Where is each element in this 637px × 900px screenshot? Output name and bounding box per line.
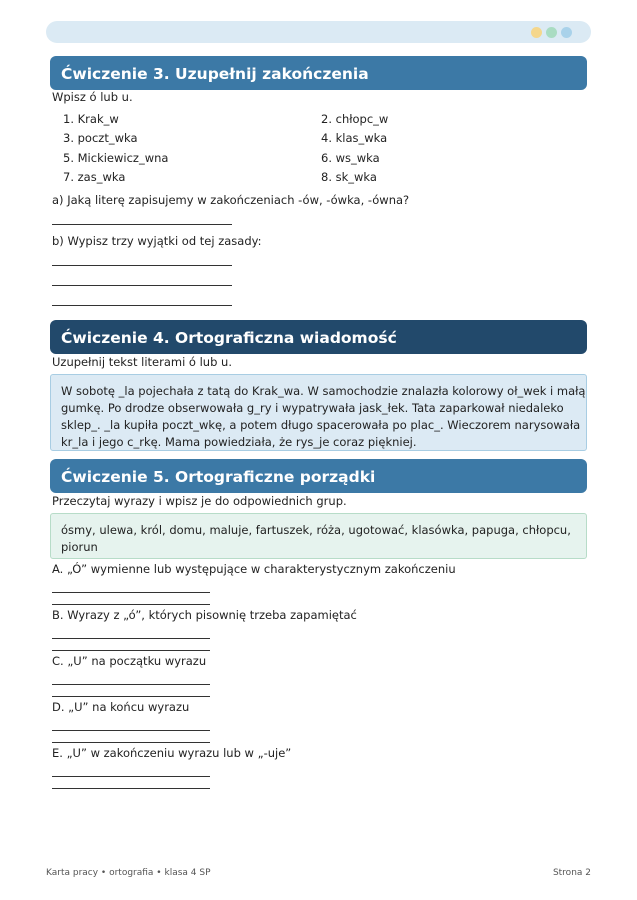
group-d-label: D. „U” na końcu wyrazu <box>52 700 190 714</box>
group-c-label: C. „U” na początku wyrazu <box>52 654 207 668</box>
answer-line[interactable] <box>52 592 210 593</box>
exercise-5-instruction: Przeczytaj wyrazy i wpisz je do odpowiednich grup. <box>52 494 347 508</box>
answer-line[interactable] <box>52 604 210 605</box>
exercise-3-item: 4. klas_wka <box>321 131 388 145</box>
exercise-5-header: Ćwiczenie 5. Ortograficzne porządki <box>50 459 587 493</box>
group-a-label: A. „Ó” wymienne lub występujące w charakterystycznym zakończeniu <box>52 562 456 576</box>
exercise-3-item: 3. poczt_wka <box>63 131 138 145</box>
word-bank-line: piorun <box>61 540 98 554</box>
answer-line[interactable] <box>52 305 232 306</box>
blue-dot <box>561 27 572 38</box>
text-line: gumkę. Po drodze obserwowała g_ry i wypatrywała jask_łek. Tata zaparkował niedaleko <box>61 401 564 415</box>
exercise-3-item: 8. sk_wka <box>321 170 377 184</box>
footer-left: Karta pracy • ortografia • klasa 4 SP <box>46 868 211 878</box>
question-a: a) Jaką literę zapisujemy w zakończeniach -ów, -ówka, -ówna? <box>52 193 410 207</box>
text-line: sklep_. _la kupiła poczt_wkę, a potem długo spacerowała po plac_. Wieczorem narysowała <box>61 418 581 432</box>
yellow-dot <box>531 27 542 38</box>
exercise-3-header: Ćwiczenie 3. Uzupełnij zakończenia <box>50 56 587 90</box>
exercise-4-header: Ćwiczenie 4. Ortograficzna wiadomość <box>50 320 587 354</box>
word-bank-line: ósmy, ulewa, król, domu, maluje, fartuszek, róża, ugotować, klasówka, papuga, chłopcu, <box>61 523 571 537</box>
text-line: kr_la i jego c_rkę. Mama powiedziała, że rys_je coraz piękniej. <box>61 435 417 449</box>
exercise-3-item: 7. zas_wka <box>63 170 126 184</box>
green-dot <box>546 27 557 38</box>
text-line: W sobotę _la pojechała z tatą do Krak_wa. W samochodzie znalazła kolorowy oł_wek i małą <box>61 384 586 398</box>
group-b-label: B. Wyrazy z „ó”, których pisownię trzeba zapamiętać <box>52 608 357 622</box>
answer-line[interactable] <box>52 730 210 731</box>
question-b: b) Wypisz trzy wyjątki od tej zasady: <box>52 234 262 248</box>
answer-line[interactable] <box>52 684 210 685</box>
exercise-4-instruction: Uzupełnij tekst literami ó lub u. <box>52 355 232 369</box>
answer-line[interactable] <box>52 788 210 789</box>
exercise-3-item: 6. ws_wka <box>321 151 380 165</box>
answer-line[interactable] <box>52 224 232 225</box>
page-number: Strona 2 <box>552 868 591 878</box>
exercise-3-instruction: Wpisz ó lub u. <box>52 90 133 104</box>
word-bank-box <box>50 513 587 559</box>
answer-line[interactable] <box>52 696 210 697</box>
answer-line[interactable] <box>52 638 210 639</box>
top-decorative-bar <box>46 21 591 43</box>
answer-line[interactable] <box>52 650 210 651</box>
answer-line[interactable] <box>52 265 232 266</box>
exercise-3-item: 2. chłopc_w <box>321 112 389 126</box>
group-e-label: E. „U” w zakończeniu wyrazu lub w „-uje” <box>52 746 292 760</box>
exercise-3-item: 1. Krak_w <box>63 112 119 126</box>
answer-line[interactable] <box>52 285 232 286</box>
answer-line[interactable] <box>52 776 210 777</box>
exercise-3-item: 5. Mickiewicz_wna <box>63 151 169 165</box>
exercise-4-text-box <box>50 374 587 451</box>
answer-line[interactable] <box>52 742 210 743</box>
